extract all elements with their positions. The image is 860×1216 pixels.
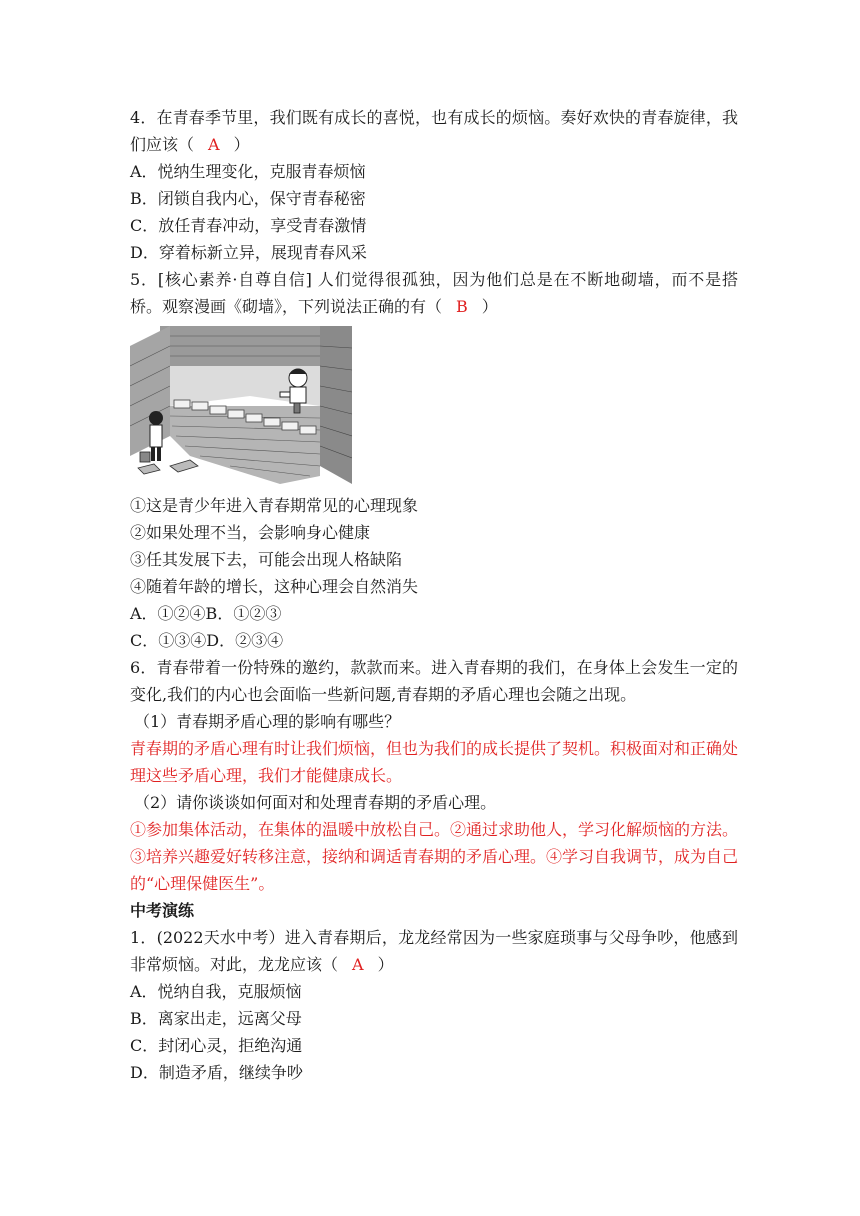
question-4-option-a: A．悦纳生理变化，克服青春烦恼 [130,162,366,181]
question-5-answer: B [456,297,468,316]
exam-question-1-stem: 1．(2022天水中考）进入青春期后，龙龙经常因为一些家庭琐事与父母争吵，他感到非常烦恼。对此，龙龙应该（ A ） [130,924,738,978]
question-6-answer-2: ①参加集体活动，在集体的温暖中放松自己。②通过求助他人，学习化解烦恼的方法。③培养兴趣爱好转移注意，接纳和调适青春期的矛盾心理。④学习自我调节，成为自己的“心理保健医生”。 [130,820,739,893]
question-4-answer: A [208,135,220,154]
question-4-stem: 4．在青春季节里，我们既有成长的喜悦，也有成长的烦恼。奏好欢快的青春旋律，我们应该（ A ） [130,104,738,158]
exam-question-1-answer: A [352,955,364,974]
question-4-option-c: C．放任青春冲动，享受青春激情 [130,216,367,235]
exam-question-1-option-b: B．离家出走，远离父母 [130,1009,302,1028]
question-6-answer-1: 青春期的矛盾心理有时让我们烦恼，但也为我们的成长提供了契机。积极面对和正确处理这些矛盾心理，我们才能健康成长。 [130,739,739,785]
question-5-statement-2: ②如果处理不当，会影响身心健康 [130,523,371,542]
question-6-sub-2: （2）请你谈谈如何面对和处理青春期的矛盾心理。 [134,793,497,812]
section-title: 中考演练 [130,901,195,920]
question-6-stem: 6．青春带着一份特殊的邀约，款款而来。进入青春期的我们，在身体上会发生一定的变化,我们的内心也会面临一些新问题,青春期的矛盾心理也会随之出现。 [130,658,738,704]
question-6-sub-1: （1）青春期矛盾心理的影响有哪些？ [134,712,401,731]
question-5-statement-4: ④随着年龄的增长，这种心理会自然消失 [130,577,419,596]
question-5-options-ab: A．①②④B．①②③ [130,604,282,623]
question-5-options-cd: C．①③④D．②③④ [130,631,284,650]
exam-question-1-option-a: A．悦纳自我，克服烦恼 [130,982,302,1001]
question-4-option-d: D．穿着标新立异，展现青春风采 [130,243,367,262]
exam-question-1-option-c: C．封闭心灵，拒绝沟通 [130,1036,303,1055]
brick-wall-cartoon-image [130,326,352,484]
question-4-option-b: B．闭锁自我内心，保守青春秘密 [130,189,366,208]
question-5-stem: 5．[核心素养·自尊自信] 人们觉得很孤独，因为他们总是在不断地砌墙，而不是搭桥。观察漫画《砌墙》，下列说法正确的有（ B ） [130,266,738,320]
document-page [130,104,738,1086]
question-5-statement-1: ①这是青少年进入青春期常见的心理现象 [130,496,419,515]
exam-question-1-option-d: D．制造矛盾，继续争吵 [130,1063,303,1082]
question-5-statement-3: ③任其发展下去，可能会出现人格缺陷 [130,550,403,569]
